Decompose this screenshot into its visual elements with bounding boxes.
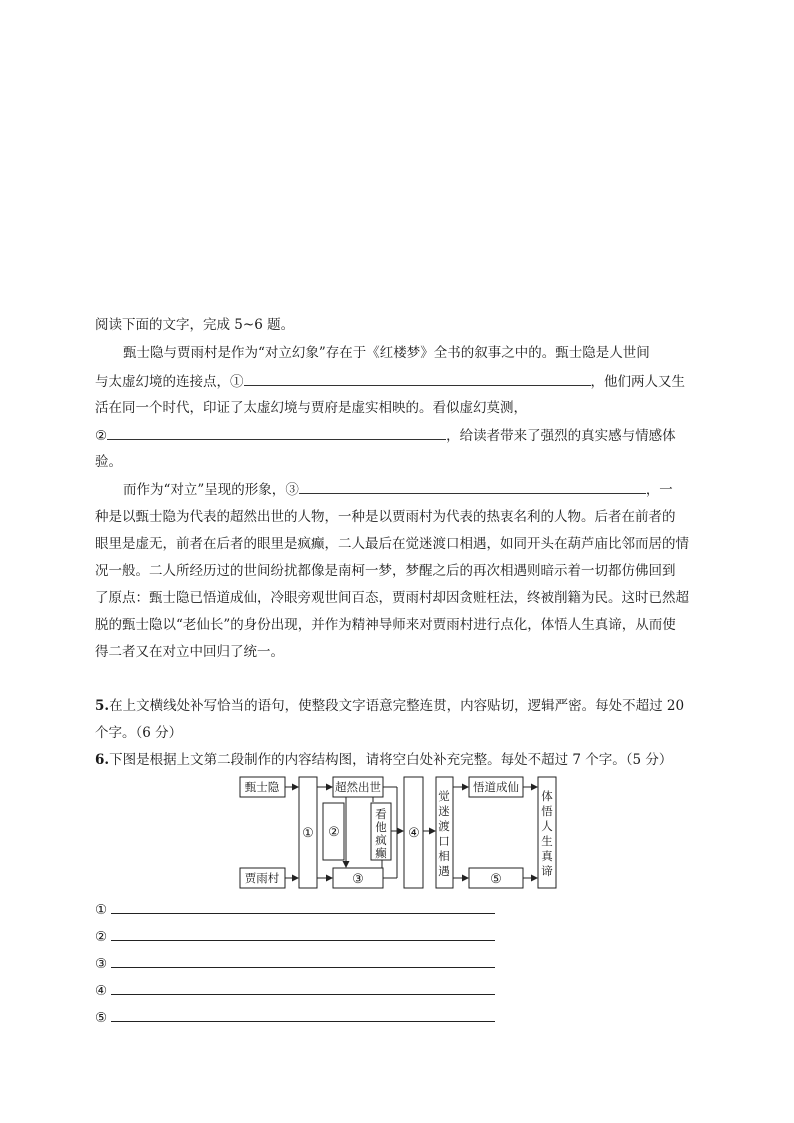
reading-intro: 阅读下面的文字，完成 5~6 题。 — [95, 317, 295, 333]
label-jueni-6: 遇 — [438, 864, 450, 878]
label-jia-yucun: 贾雨村 — [244, 871, 280, 885]
answer-label-3: ③ — [95, 956, 108, 972]
answer-label-5: ⑤ — [95, 1010, 108, 1026]
question-5-line-2: 个字。（6 分） — [95, 725, 183, 741]
answer-line-5[interactable] — [111, 1006, 495, 1022]
label-wudao: 悟道成仙 — [473, 780, 519, 794]
label-jueni-4: 口 — [438, 834, 450, 848]
blank-marker-1: ① — [230, 374, 244, 390]
p1-line-5: 验。 — [95, 454, 122, 470]
p2-line-7: 得二者又在对立中回归了统一。 — [95, 644, 284, 660]
answer-line-3[interactable] — [111, 952, 495, 968]
p1-line-4-end: ，给读者带来了强烈的真实感与情感体 — [446, 428, 676, 444]
question-6-text: 下图是根据上文第二段制作的内容结构图，请将空白处补充完整。每处不超过 7 个字。（5 分） — [109, 752, 673, 768]
label-tiwu-6: 谛 — [541, 864, 553, 878]
label-kanta-1: 看 — [375, 807, 387, 821]
label-jueni-2: 迷 — [438, 804, 450, 818]
blank-marker-3: ③ — [285, 482, 299, 498]
answer-line-1[interactable] — [111, 898, 495, 914]
label-kanta-3: 疯 — [375, 833, 387, 847]
question-6-number: 6. — [95, 752, 110, 768]
label-blank-4: ④ — [408, 826, 420, 841]
label-tiwu-2: 悟 — [541, 804, 553, 818]
answer-label-1: ① — [95, 902, 108, 918]
label-chaoran: 超然出世 — [335, 780, 381, 794]
label-blank-2: ② — [328, 825, 340, 840]
label-blank-5: ⑤ — [490, 872, 502, 887]
label-kanta-4: 癫 — [375, 846, 387, 860]
label-jueni-3: 渡 — [438, 819, 450, 833]
p1-line-3: 活在同一个时代，印证了太虚幻境与贾府是虚实相映的。看似虚幻莫测， — [95, 400, 527, 416]
label-jueni-5: 相 — [438, 849, 450, 863]
blank-marker-2: ② — [95, 428, 108, 444]
p2-line-5: 了原点：甄士隐已悟道成仙，冷眼旁观世间百态，贾雨村却因贪赃枉法，终被削籍为民。这时已然超 — [95, 590, 689, 606]
label-kanta-2: 他 — [375, 820, 387, 834]
answer-label-2: ② — [95, 929, 108, 945]
label-jueni-1: 觉 — [438, 789, 450, 803]
label-tiwu-1: 体 — [541, 789, 553, 803]
p1-line-1: 甄士隐与贾雨村是作为“对立幻象”存在于《红楼梦》全书的叙事之中的。甄士隐是人世间 — [123, 345, 650, 361]
answer-label-4: ④ — [95, 983, 108, 999]
answer-line-2[interactable] — [111, 925, 495, 941]
p1-line-2-end: ，他们两人又生 — [590, 374, 685, 390]
p2-line-1-end: ，一 — [645, 482, 673, 498]
p2-line-6: 脱的甄士隐以“老仙长”的身份出现，并作为精神导师来对贾雨村进行点化，体悟人生真谛，从而使 — [95, 617, 676, 633]
p2-line-4: 况一般。二人所经历过的世间纷扰都像是南柯一梦，梦醒之后的再次相遇则暗示着一切都仿佛回到 — [95, 563, 676, 579]
p1-line-2-start: 与太虚幻境的连接点， — [95, 374, 230, 390]
answer-line-4[interactable] — [111, 979, 495, 995]
label-tiwu-3: 人 — [541, 819, 553, 833]
label-tiwu-5: 真 — [541, 849, 553, 863]
question-5-number: 5. — [95, 698, 110, 714]
p2-line-3: 眼里是虚无，前者在后者的眼里是疯癫，二人最后在觉迷渡口相遇，如同开头在葫芦庙比邻而居的情 — [95, 536, 689, 552]
question-5-text: 在上文横线处补写恰当的语句，使整段文字语意完整连贯，内容贴切，逻辑严密。每处不超过 20 — [109, 698, 685, 714]
p2-line-2: 种是以甄士隐为代表的超然出世的人物，一种是以贾雨村为代表的热衷名利的人物。后者在前者的 — [95, 509, 676, 525]
label-zhen-shiyin: 甄士隐 — [244, 780, 280, 794]
label-blank-1: ① — [302, 826, 314, 841]
label-blank-3: ③ — [352, 872, 364, 887]
label-tiwu-4: 生 — [541, 834, 553, 848]
p2-line-1-start: 而作为“对立”呈现的形象， — [123, 482, 286, 498]
